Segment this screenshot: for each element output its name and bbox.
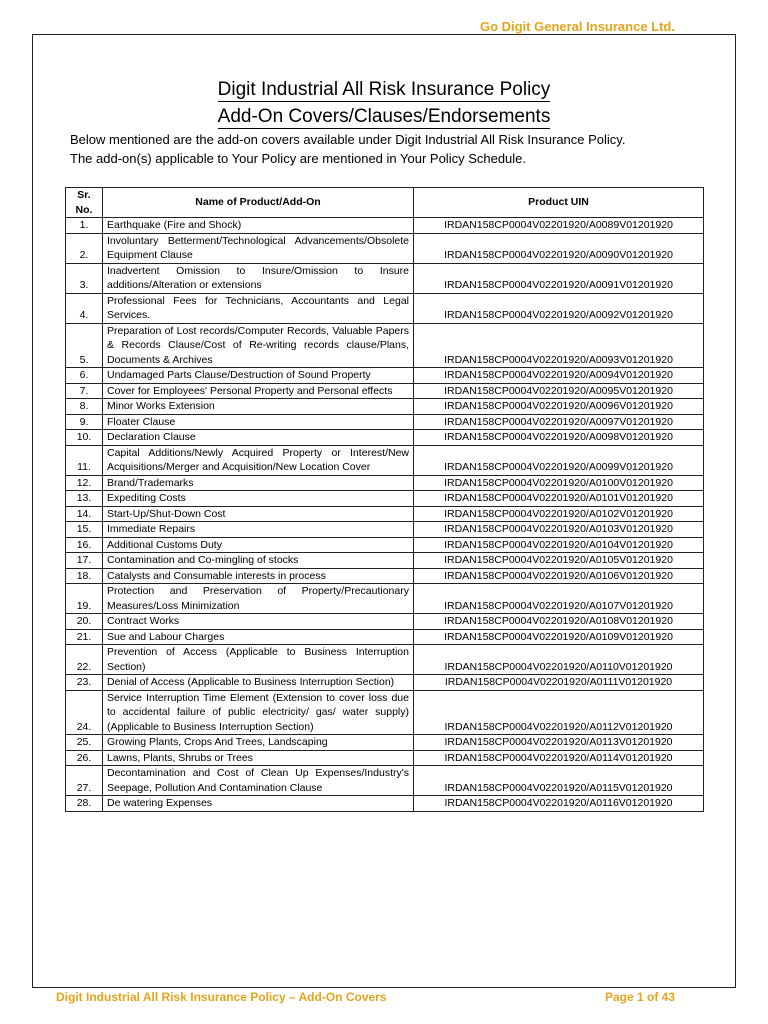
table-row	[66, 584, 704, 614]
row-sr-no: 27.	[66, 766, 103, 796]
row-product-uin: IRDAN158CP0004V02201920/A0090V01201920	[414, 233, 704, 263]
row-sr-no: 8.	[66, 399, 103, 415]
row-product-uin: IRDAN158CP0004V02201920/A0109V01201920	[414, 629, 704, 645]
table-row	[66, 750, 704, 766]
row-addon-name: Growing Plants, Crops And Trees, Landscaping	[103, 735, 414, 751]
row-sr-no: 9.	[66, 414, 103, 430]
table-row	[66, 293, 704, 323]
table-row	[66, 506, 704, 522]
row-product-uin: IRDAN158CP0004V02201920/A0101V01201920	[414, 491, 704, 507]
row-addon-name: Expediting Costs	[103, 491, 414, 507]
row-product-uin: IRDAN158CP0004V02201920/A0113V01201920	[414, 735, 704, 751]
row-addon-name: Service Interruption Time Element (Extension to cover loss due to accidental failure of public electricity/ gas/ water supply)(Applicable to Business Interruption Section)	[103, 690, 414, 735]
row-product-uin: IRDAN158CP0004V02201920/A0103V01201920	[414, 522, 704, 538]
intro-text	[70, 130, 710, 168]
company-header: Go Digit General Insurance Ltd.	[479, 19, 675, 34]
row-product-uin: IRDAN158CP0004V02201920/A0096V01201920	[414, 399, 704, 415]
row-addon-name: Professional Fees for Technicians, Accountants and Legal Services.	[103, 293, 414, 323]
table-row	[66, 491, 704, 507]
intro-line-2: The add-on(s) applicable to Your Policy are mentioned in Your Policy Schedule.	[70, 151, 527, 166]
row-addon-name: Inadvertent Omission to Insure/Omission to Insure additions/Alteration or extensions	[103, 263, 414, 293]
table-row	[66, 629, 704, 645]
addon-table	[65, 187, 704, 812]
table-row	[66, 614, 704, 630]
row-sr-no: 26.	[66, 750, 103, 766]
row-product-uin: IRDAN158CP0004V02201920/A0115V01201920	[414, 766, 704, 796]
row-product-uin: IRDAN158CP0004V02201920/A0110V01201920	[414, 645, 704, 675]
table-row	[66, 475, 704, 491]
table-row	[66, 568, 704, 584]
row-product-uin: IRDAN158CP0004V02201920/A0105V01201920	[414, 553, 704, 569]
row-addon-name: Denial of Access (Applicable to Business Interruption Section)	[103, 675, 414, 691]
row-addon-name: De watering Expenses	[103, 796, 414, 812]
row-sr-no: 18.	[66, 568, 103, 584]
row-sr-no: 17.	[66, 553, 103, 569]
row-addon-name: Earthquake (Fire and Shock)	[103, 218, 414, 234]
row-addon-name: Lawns, Plants, Shrubs or Trees	[103, 750, 414, 766]
table-row	[66, 445, 704, 475]
row-sr-no: 3.	[66, 263, 103, 293]
row-addon-name: Contamination and Co-mingling of stocks	[103, 553, 414, 569]
row-product-uin: IRDAN158CP0004V02201920/A0099V01201920	[414, 445, 704, 475]
row-product-uin: IRDAN158CP0004V02201920/A0100V01201920	[414, 475, 704, 491]
table-row	[66, 522, 704, 538]
table-row	[66, 323, 704, 368]
table-row	[66, 368, 704, 384]
row-sr-no: 25.	[66, 735, 103, 751]
header-name: Name of Product/Add-On	[103, 188, 414, 218]
table-row	[66, 537, 704, 553]
row-sr-no: 14.	[66, 506, 103, 522]
row-addon-name: Prevention of Access (Applicable to Business Interruption Section)	[103, 645, 414, 675]
table-row	[66, 218, 704, 234]
row-sr-no: 15.	[66, 522, 103, 538]
row-sr-no: 6.	[66, 368, 103, 384]
row-addon-name: Brand/Trademarks	[103, 475, 414, 491]
row-product-uin: IRDAN158CP0004V02201920/A0102V01201920	[414, 506, 704, 522]
row-addon-name: Minor Works Extension	[103, 399, 414, 415]
row-addon-name: Additional Customs Duty	[103, 537, 414, 553]
document-title	[0, 79, 768, 101]
footer-document-name: Digit Industrial All Risk Insurance Policy – Add-On Covers	[56, 990, 387, 1004]
table-row	[66, 766, 704, 796]
table-row	[66, 690, 704, 735]
row-sr-no: 4.	[66, 293, 103, 323]
row-addon-name: Sue and Labour Charges	[103, 629, 414, 645]
table-row	[66, 796, 704, 812]
row-product-uin: IRDAN158CP0004V02201920/A0091V01201920	[414, 263, 704, 293]
row-product-uin: IRDAN158CP0004V02201920/A0093V01201920	[414, 323, 704, 368]
footer-page-number: Page 1 of 43	[604, 990, 675, 1004]
row-sr-no: 22.	[66, 645, 103, 675]
row-sr-no: 16.	[66, 537, 103, 553]
table-row	[66, 735, 704, 751]
row-product-uin: IRDAN158CP0004V02201920/A0097V01201920	[414, 414, 704, 430]
row-addon-name: Protection and Preservation of Property/Precautionary Measures/Loss Minimization	[103, 584, 414, 614]
row-product-uin: IRDAN158CP0004V02201920/A0107V01201920	[414, 584, 704, 614]
row-sr-no: 2.	[66, 233, 103, 263]
table-row	[66, 553, 704, 569]
table-row	[66, 430, 704, 446]
row-product-uin: IRDAN158CP0004V02201920/A0104V01201920	[414, 537, 704, 553]
row-sr-no: 20.	[66, 614, 103, 630]
row-addon-name: Decontamination and Cost of Clean Up Expenses/Industry's Seepage, Pollution And Contamination Clause	[103, 766, 414, 796]
row-sr-no: 13.	[66, 491, 103, 507]
row-sr-no: 23.	[66, 675, 103, 691]
row-addon-name: Involuntary Betterment/Technological Advancements/Obsolete Equipment Clause	[103, 233, 414, 263]
row-sr-no: 12.	[66, 475, 103, 491]
row-product-uin: IRDAN158CP0004V02201920/A0112V01201920	[414, 690, 704, 735]
document-subtitle-text: Add-On Covers/Clauses/Endorsements	[217, 106, 551, 127]
row-sr-no: 24.	[66, 690, 103, 735]
row-product-uin: IRDAN158CP0004V02201920/A0106V01201920	[414, 568, 704, 584]
row-product-uin: IRDAN158CP0004V02201920/A0108V01201920	[414, 614, 704, 630]
row-sr-no: 1.	[66, 218, 103, 234]
row-addon-name: Catalysts and Consumable interests in process	[103, 568, 414, 584]
row-addon-name: Cover for Employees' Personal Property and Personal effects	[103, 383, 414, 399]
row-addon-name: Floater Clause	[103, 414, 414, 430]
document-subtitle	[0, 106, 768, 128]
row-sr-no: 21.	[66, 629, 103, 645]
row-sr-no: 19.	[66, 584, 103, 614]
row-sr-no: 28.	[66, 796, 103, 812]
row-sr-no: 11.	[66, 445, 103, 475]
table-row	[66, 675, 704, 691]
table-row	[66, 263, 704, 293]
table-row	[66, 399, 704, 415]
row-product-uin: IRDAN158CP0004V02201920/A0098V01201920	[414, 430, 704, 446]
row-addon-name: Preparation of Lost records/Computer Records, Valuable Papers & Records Clause/Cost of Re-writing records clause/Plans, Documents & Archives	[103, 323, 414, 368]
row-sr-no: 5.	[66, 323, 103, 368]
row-sr-no: 7.	[66, 383, 103, 399]
header-uin: Product UIN	[414, 188, 704, 218]
row-addon-name: Contract Works	[103, 614, 414, 630]
row-product-uin: IRDAN158CP0004V02201920/A0092V01201920	[414, 293, 704, 323]
intro-line-1: Below mentioned are the add-on covers available under Digit Industrial All Risk Insurance Policy.	[70, 132, 626, 147]
row-addon-name: Start-Up/Shut-Down Cost	[103, 506, 414, 522]
document-title-text: Digit Industrial All Risk Insurance Policy	[217, 79, 551, 100]
row-product-uin: IRDAN158CP0004V02201920/A0116V01201920	[414, 796, 704, 812]
row-product-uin: IRDAN158CP0004V02201920/A0095V01201920	[414, 383, 704, 399]
table-row	[66, 383, 704, 399]
row-product-uin: IRDAN158CP0004V02201920/A0094V01201920	[414, 368, 704, 384]
row-addon-name: Declaration Clause	[103, 430, 414, 446]
row-sr-no: 10.	[66, 430, 103, 446]
table-row	[66, 414, 704, 430]
table-header-row	[66, 188, 704, 218]
row-addon-name: Capital Additions/Newly Acquired Property or Interest/New Acquisitions/Merger and Acquisition/New Location Cover	[103, 445, 414, 475]
addon-table-body	[66, 218, 704, 812]
header-sr-no: Sr. No.	[66, 188, 103, 218]
row-addon-name: Immediate Repairs	[103, 522, 414, 538]
row-product-uin: IRDAN158CP0004V02201920/A0089V01201920	[414, 218, 704, 234]
row-product-uin: IRDAN158CP0004V02201920/A0111V01201920	[414, 675, 704, 691]
table-row	[66, 645, 704, 675]
row-addon-name: Undamaged Parts Clause/Destruction of Sound Property	[103, 368, 414, 384]
table-row	[66, 233, 704, 263]
row-product-uin: IRDAN158CP0004V02201920/A0114V01201920	[414, 750, 704, 766]
